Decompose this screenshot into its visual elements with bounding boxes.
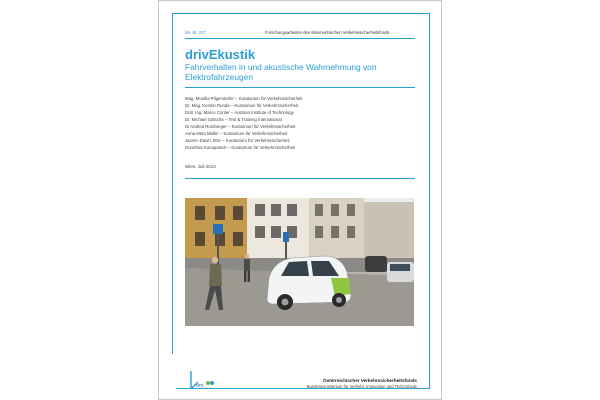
author-list [185,95,415,151]
ministry-name: Bundesministerium für Verkehr, Innovation und Technologie [306,384,417,389]
report-subtitle: Fahrverhalten in und akustische Wahrnehmung von Elektrofahrzeugen [185,62,377,82]
series-title: Forschungsarbeiten des österreichischen Verkehrssicherheitsfonds [265,30,390,35]
report-cover-page [158,0,442,400]
author-item: DI Andrea Rumberger – Kuratorium für Verkehrssicherheit [185,124,296,129]
author-item: Jasmin Dawn, BSc – Kuratorium für Verkehrssicherheit [185,138,290,143]
author-item: Anna Meta Müller – Kuratorium für Verkehrssicherheit [185,131,288,136]
traffic-sign [213,224,223,234]
organization-name: Österreichischer Verkehrssicherheitsfonds [323,378,417,383]
series-number: kfv. Nr. 027 [185,30,206,35]
author-item: Mag. Monika Pilgerstorfer – Kuratorium für Verkehrssicherheit [185,96,303,101]
bmvit-logo-icon [189,370,217,390]
publication-date: Wien, Juli 2013 [185,164,216,169]
author-item: Dr. Mag. Kerstin Runda – Kuratorium für Verkehrssicherheit [185,103,299,108]
cover-frame [172,13,430,389]
title-divider [185,87,415,88]
author-item: Dott. Ing. Marco Conter – Austrian Institute of Technology [185,110,294,115]
header-divider [185,38,415,39]
cover-photo [185,198,414,326]
report-title: drivEkustik [185,47,256,62]
date-divider [185,178,415,179]
frame-gap [171,354,176,396]
author-item: Dr. Michael Gatscha – Test & Training International [185,117,282,122]
svg-text:bm: bm [196,383,204,389]
author-item: Dorothea Konopatsch – Kuratorium für Verkehrssicherheit [185,145,296,150]
